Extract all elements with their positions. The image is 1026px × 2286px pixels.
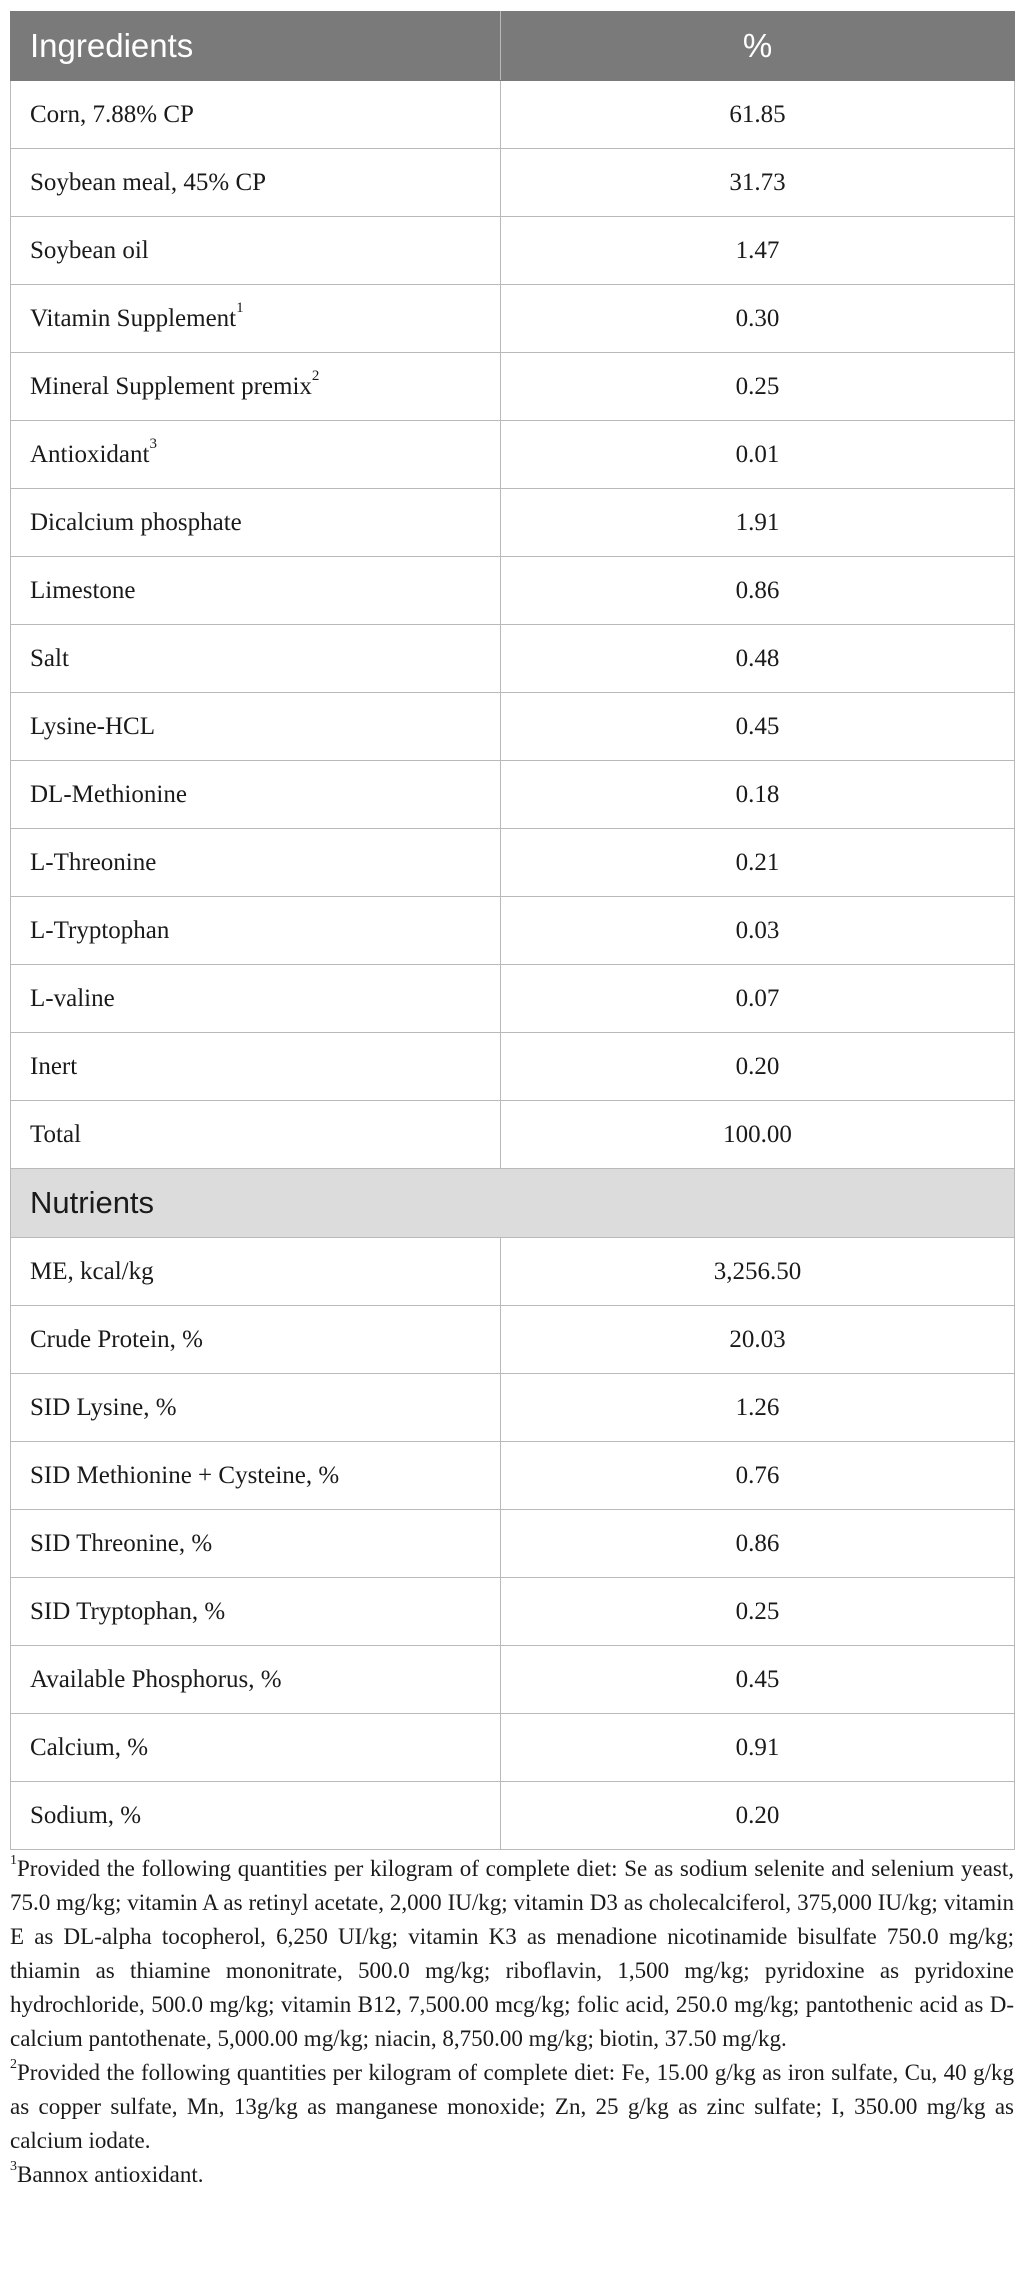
footnotes xyxy=(10,1852,1014,2192)
table-row xyxy=(11,761,1015,829)
row-label xyxy=(11,1646,501,1714)
table-header-row xyxy=(11,12,1015,81)
table-row xyxy=(11,1714,1015,1782)
row-label xyxy=(11,829,501,897)
row-value: 0.30 xyxy=(501,285,1015,353)
diet-composition-table xyxy=(10,11,1015,1850)
row-label-text: Limestone xyxy=(30,576,136,604)
row-label xyxy=(11,1101,501,1169)
footnote-mark: 1 xyxy=(10,1853,17,1869)
footnote xyxy=(10,2056,1014,2158)
row-value: 0.20 xyxy=(501,1033,1015,1101)
footnote-mark: 3 xyxy=(10,2159,17,2175)
row-label xyxy=(11,761,501,829)
row-value: 1.26 xyxy=(501,1374,1015,1442)
row-value: 0.91 xyxy=(501,1714,1015,1782)
row-label-text: Antioxidant xyxy=(30,440,150,468)
header-percent: % xyxy=(501,12,1015,81)
row-label xyxy=(11,557,501,625)
row-value: 1.91 xyxy=(501,489,1015,557)
table-row xyxy=(11,81,1015,149)
row-value: 0.86 xyxy=(501,1510,1015,1578)
row-label xyxy=(11,1306,501,1374)
row-label-text: Soybean oil xyxy=(30,236,149,264)
table-row xyxy=(11,625,1015,693)
nutrients-section xyxy=(11,1169,1015,1238)
footnote-marker: 1 xyxy=(236,300,244,317)
row-value: 3,256.50 xyxy=(501,1238,1015,1306)
row-label-text: Inert xyxy=(30,1052,78,1080)
row-label-text: SID Methionine + Cysteine, % xyxy=(30,1461,340,1489)
row-label-text: Sodium, % xyxy=(30,1801,142,1829)
table-row xyxy=(11,829,1015,897)
row-label xyxy=(11,149,501,217)
nutrients-body xyxy=(11,1238,1015,1850)
table-row xyxy=(11,1510,1015,1578)
footnote-marker: 3 xyxy=(149,436,157,453)
row-label xyxy=(11,965,501,1033)
nutrients-header-row xyxy=(11,1169,1015,1238)
row-label-text: Salt xyxy=(30,644,69,672)
table-row xyxy=(11,1306,1015,1374)
row-value: 0.45 xyxy=(501,1646,1015,1714)
row-label xyxy=(11,353,501,421)
row-label-text: Dicalcium phosphate xyxy=(30,508,242,536)
row-value: 0.18 xyxy=(501,761,1015,829)
table-row xyxy=(11,285,1015,353)
footnote-marker: 2 xyxy=(311,368,320,385)
row-value: 0.25 xyxy=(501,353,1015,421)
row-label xyxy=(11,1714,501,1782)
row-label xyxy=(11,1782,501,1850)
table-row xyxy=(11,353,1015,421)
table-row xyxy=(11,1578,1015,1646)
row-label xyxy=(11,693,501,761)
row-value: 0.48 xyxy=(501,625,1015,693)
table-row xyxy=(11,965,1015,1033)
row-value: 61.85 xyxy=(501,81,1015,149)
row-value: 1.47 xyxy=(501,217,1015,285)
diet-composition-table-container xyxy=(10,11,1014,2192)
row-label-text: Available Phosphorus, % xyxy=(30,1665,282,1693)
table-row xyxy=(11,1374,1015,1442)
row-label-text: Soybean meal, 45% CP xyxy=(30,168,267,196)
row-value: 0.25 xyxy=(501,1578,1015,1646)
row-label-text: Corn, 7.88% CP xyxy=(30,100,194,128)
nutrients-title: Nutrients xyxy=(11,1169,1015,1238)
row-label-text: L-Threonine xyxy=(30,848,157,876)
row-label xyxy=(11,285,501,353)
table-row xyxy=(11,421,1015,489)
row-label-text: ME, kcal/kg xyxy=(30,1257,154,1285)
table-row xyxy=(11,489,1015,557)
table-row xyxy=(11,1101,1015,1169)
table-row xyxy=(11,149,1015,217)
row-label xyxy=(11,625,501,693)
table-row xyxy=(11,217,1015,285)
row-label xyxy=(11,489,501,557)
row-value: 20.03 xyxy=(501,1306,1015,1374)
row-label-text: Calcium, % xyxy=(30,1733,149,1761)
row-label-text: SID Tryptophan, % xyxy=(30,1597,226,1625)
row-label-text: L-Tryptophan xyxy=(30,916,170,944)
row-value: 0.21 xyxy=(501,829,1015,897)
row-value: 0.07 xyxy=(501,965,1015,1033)
row-value: 0.20 xyxy=(501,1782,1015,1850)
footnote xyxy=(10,2158,1014,2192)
table-row xyxy=(11,557,1015,625)
row-label-text: Mineral Supplement premix xyxy=(30,372,312,400)
row-label-text: Vitamin Supplement xyxy=(30,304,237,332)
table-row xyxy=(11,1782,1015,1850)
row-label xyxy=(11,1510,501,1578)
row-value: 0.45 xyxy=(501,693,1015,761)
footnote-text: Provided the following quantities per kilogram of complete diet: Se as sodium selenite and selenium yeast, 75.0 mg/kg; vitamin A as retinyl acetate, 2,000 IU/kg; vitamin D3 as cholecalciferol, 375,000 IU/kg; vitamin E as DL-alpha tocopherol, 6,250 UI/kg; vitamin K3 as menadione nicotinamide bisulfate 750.0 mg/kg; thiamin as thiamine mononitrate, 500.0 mg/kg; riboflavin, 1,500 mg/kg; pyridoxine as pyridoxine hydrochloride, 500.0 mg/kg; vitamin B12, 7,500.00 mcg/kg; folic acid, 250.0 mg/kg; pantothenic acid as D-calcium pantothenate, 5,000.00 mg/kg; niacin, 8,750.00 mg/kg; biotin, 37.50 mg/kg. xyxy=(10,1856,1014,2051)
table-row xyxy=(11,1442,1015,1510)
row-value: 0.86 xyxy=(501,557,1015,625)
row-label xyxy=(11,81,501,149)
row-label-text: DL-Methionine xyxy=(30,780,187,808)
row-label-text: SID Lysine, % xyxy=(30,1393,177,1421)
footnote-mark: 2 xyxy=(10,2057,17,2073)
row-label-text: SID Threonine, % xyxy=(30,1529,213,1557)
row-label xyxy=(11,1442,501,1510)
header-ingredients: Ingredients xyxy=(11,12,501,81)
table-row xyxy=(11,897,1015,965)
row-label xyxy=(11,1374,501,1442)
row-label xyxy=(11,1238,501,1306)
row-label xyxy=(11,1033,501,1101)
table-row xyxy=(11,1646,1015,1714)
row-label-text: Total xyxy=(30,1120,82,1148)
row-label-text: Lysine-HCL xyxy=(30,712,155,740)
row-value: 31.73 xyxy=(501,149,1015,217)
table-row xyxy=(11,1238,1015,1306)
row-value: 0.01 xyxy=(501,421,1015,489)
row-label xyxy=(11,421,501,489)
row-label xyxy=(11,897,501,965)
footnote xyxy=(10,1852,1014,2056)
footnote-text: Bannox antioxidant. xyxy=(17,2162,204,2187)
footnote-text: Provided the following quantities per kilogram of complete diet: Fe, 15.00 g/kg as iron sulfate, Cu, 40 g/kg as copper sulfate, Mn, 13g/kg as manganese monoxide; Zn, 25 g/kg as zinc sulfate; I, 350.00 mg/kg as calcium iodate. xyxy=(10,2060,1014,2153)
row-label xyxy=(11,1578,501,1646)
table-row xyxy=(11,1033,1015,1101)
row-label-text: L-valine xyxy=(30,984,115,1012)
ingredients-body xyxy=(11,81,1015,1169)
row-label xyxy=(11,217,501,285)
row-value: 100.00 xyxy=(501,1101,1015,1169)
row-value: 0.03 xyxy=(501,897,1015,965)
table-row xyxy=(11,693,1015,761)
row-value: 0.76 xyxy=(501,1442,1015,1510)
row-label-text: Crude Protein, % xyxy=(30,1325,203,1353)
